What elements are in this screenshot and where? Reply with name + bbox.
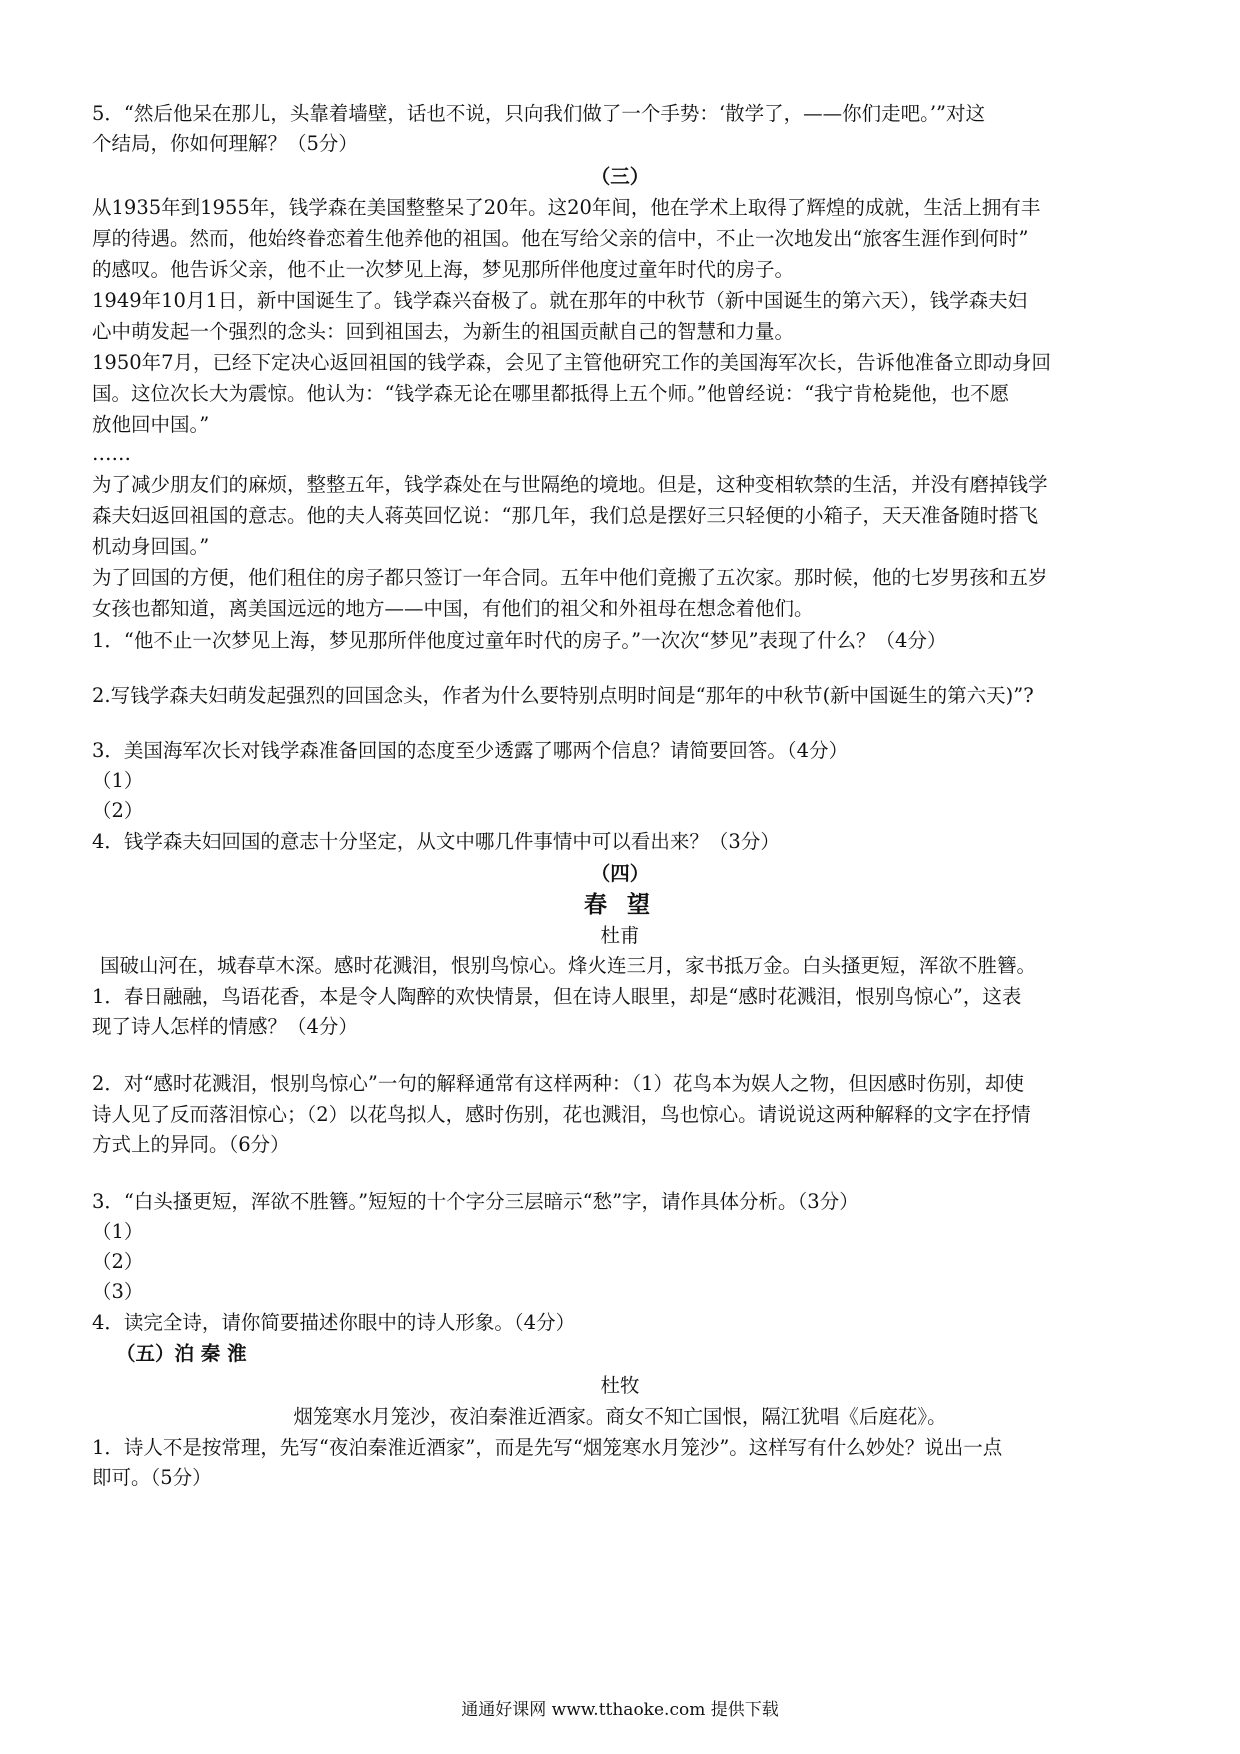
question-5-text: 5．“然后他呆在那儿，头靠着墙壁，话也不说，只向我们做了一个手势：‘散学了，——你们走吧。’”对这: [92, 102, 985, 125]
passage-3-line: 国。这位次长大为震惊。他认为：“钱学森无论在哪里都抵得上五个师。”他曾经说：“我宁肯枪毙他，也不愿: [92, 382, 1010, 405]
question-4-2-cont: 诗人见了反而落泪惊心；（2）以花鸟拟人，感时伤别，花也溅泪，鸟也惊心。请说说这两种解释的文字在抒情: [92, 1103, 1031, 1126]
question-3-2: 2.写钱学森夫妇萌发起强烈的回国念头，作者为什么要特别点明时间是“那年的中秋节(新中国诞生的第六天)”?: [92, 684, 1034, 707]
poem-author-dufu: 杜甫: [600, 924, 640, 947]
poem-author-dumu: 杜牧: [600, 1374, 640, 1397]
passage-3-line: 心中萌发起一个强烈的念头：回到祖国去，为新生的祖国贡献自己的智慧和力量。: [92, 320, 795, 343]
poem-title-chunwang: 春 望: [583, 891, 656, 918]
question-4-4: 4．读完全诗，请你简要描述你眼中的诗人形象。（4分）: [92, 1311, 576, 1334]
question-3-1: 1．“他不止一次梦见上海，梦见那所伴他度过童年时代的房子。”一次次“梦见”表现了什么？（4分）: [92, 629, 947, 652]
answer-slot-3: （3）: [92, 1280, 144, 1303]
answer-slot-1: （1）: [92, 1220, 144, 1243]
answer-slot-2: （2）: [92, 1250, 144, 1273]
passage-3-line: 1950年7月，已经下定决心返回祖国的钱学森，会见了主管他研究工作的美国海军次长，告诉他准备立即动身回: [92, 351, 1052, 374]
passage-3-line: 放他回中国。”: [92, 413, 210, 436]
page-footer: 通通好课网 www.tthaoke.com 提供下载: [461, 1700, 779, 1720]
question-5-text-cont: 个结局，你如何理解？（5分）: [92, 132, 358, 155]
question-4-2-cont: 方式上的异同。（6分）: [92, 1133, 290, 1156]
passage-3-line: 为了回国的方便，他们租住的房子都只签订一年合同。五年中他们竟搬了五次家。那时候，他的七岁男孩和五岁: [92, 566, 1048, 589]
question-5-1-cont: 即可。（5分）: [92, 1466, 212, 1489]
passage-3-line: 森夫妇返回祖国的意志。他的夫人蒋英回忆说：“那几年，我们总是摆好三只轻便的小箱子，天天准备随时搭飞: [92, 504, 1038, 527]
question-3-3: 3．美国海军次长对钱学森准备回国的态度至少透露了哪两个信息？请简要回答。（4分）: [92, 739, 849, 762]
question-4-1: 1．春日融融，鸟语花香，本是令人陶醉的欢快情景，但在诗人眼里，却是“感时花溅泪，恨别鸟惊心”，这表: [92, 985, 1022, 1008]
passage-3-line: 女孩也都知道，离美国远远的地方——中国，有他们的祖父和外祖母在想念着他们。: [92, 597, 814, 620]
passage-3-line: 1949年10月1日，新中国诞生了。钱学森兴奋极了。就在那年的中秋节（新中国诞生的第六天），钱学森夫妇: [92, 289, 1028, 312]
passage-3-line: 厚的待遇。然而，他始终眷恋着生他养他的祖国。他在写给父亲的信中，不止一次地发出“旅客生涯作到何时”: [92, 227, 1029, 250]
ellipsis-line: ……: [92, 442, 131, 465]
section-heading-5: （五）泊 秦 淮: [116, 1342, 247, 1365]
section-heading-3: （三）: [590, 165, 650, 188]
question-4-3: 3．“白头搔更短，浑欲不胜簪。”短短的十个字分三层暗示“愁”字，请作具体分析。（3分）: [92, 1190, 859, 1213]
passage-3-line: 从1935年到1955年，钱学森在美国整整呆了20年。这20年间，他在学术上取得了辉煌的成就，生活上拥有丰: [92, 196, 1041, 219]
answer-slot-2: （2）: [92, 799, 144, 822]
question-3-4: 4．钱学森夫妇回国的意志十分坚定，从文中哪几件事情中可以看出来？（3分）: [92, 830, 780, 853]
poem-text-chunwang: 国破山河在，城春草木深。感时花溅泪，恨别鸟惊心。烽火连三月，家书抵万金。白头搔更短，浑欲不胜簪。: [100, 954, 1037, 977]
question-4-1-cont: 现了诗人怎样的情感？（4分）: [92, 1015, 358, 1038]
passage-3-line: 的感叹。他告诉父亲，他不止一次梦见上海，梦见那所伴他度过童年时代的房子。: [92, 258, 795, 281]
passage-3-line: 机动身回国。”: [92, 535, 210, 558]
passage-3-line: 为了减少朋友们的麻烦，整整五年，钱学森处在与世隔绝的境地。但是，这种变相软禁的生活，并没有磨掉钱学: [92, 473, 1048, 496]
answer-slot-1: （1）: [92, 769, 144, 792]
question-5-1: 1．诗人不是按常理，先写“夜泊秦淮近酒家”，而是先写“烟笼寒水月笼沙”。这样写有什么妙处？说出一点: [92, 1436, 1003, 1459]
question-4-2: 2．对“感时花溅泪，恨别鸟惊心”一句的解释通常有这样两种：（1）花鸟本为娱人之物，但因感时伤别，却使: [92, 1072, 1025, 1095]
poem-text-boqinhuai: 烟笼寒水月笼沙，夜泊秦淮近酒家。商女不知亡国恨，隔江犹唱《后庭花》。: [293, 1405, 947, 1428]
section-heading-4: （四）: [590, 862, 650, 885]
